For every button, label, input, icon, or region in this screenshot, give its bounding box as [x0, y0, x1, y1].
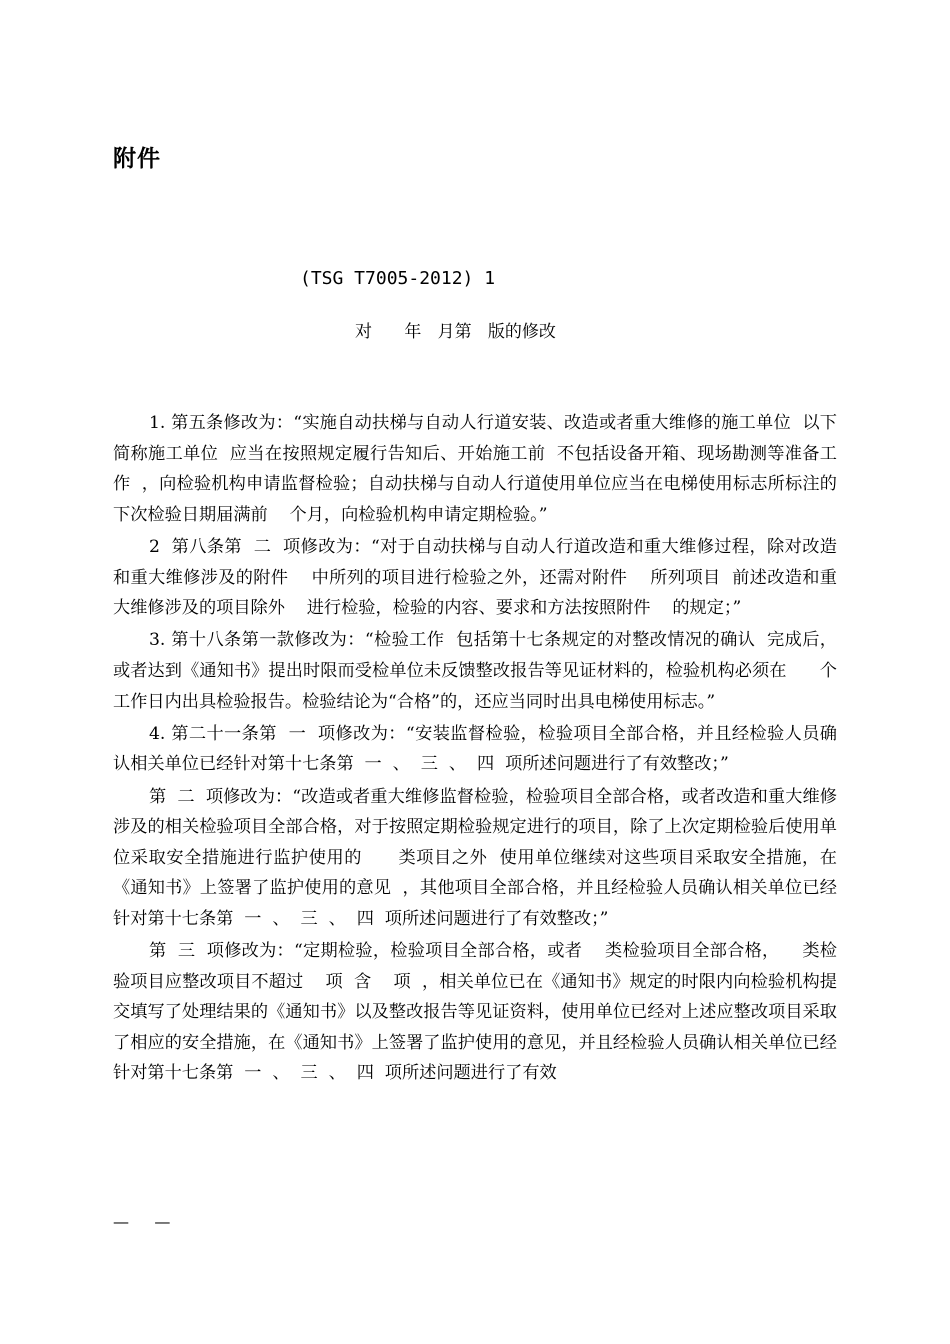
- paragraph: 4. 第二十一条第 一 项修改为：“安装监督检验，检验项目全部合格，并且经检验人员确认相关单位已经针对第十七条第 一 、 三 、 四 项所述问题进行了有效整改；”: [113, 723, 837, 775]
- document-code: (TSG T7005-2012) 1: [300, 268, 496, 289]
- paragraph: 3. 第十八条第一款修改为：“检验工作 包括第十七条规定的对整改情况的确认 完成后，或者达到《通知书》提出时限而受检单位未反馈整改报告等见证材料的，检验机构必须在 个工作日内出具检验报告。检验结论为“合格”的，还应当同时出具电梯使用标志。”: [113, 630, 837, 712]
- paragraph: 1. 第五条修改为：“实施自动扶梯与自动人行道安装、改造或者重大维修的施工单位 以下简称施工单位 应当在按照规定履行告知后、开始施工前 不包括设备开箱、现场勘测等准备工作 ，向检验机构申请监督检验；自动扶梯与自动人行道使用单位应当在电梯使用标志所标注的下次检验日期届满前 个月，向检验机构申请定期检验。”: [113, 413, 837, 525]
- attachment-label: 附件: [113, 146, 161, 172]
- revision-line: 对 年 月第 版的修改: [355, 322, 556, 342]
- paragraph: 第 三 项修改为：“定期检验，检验项目全部合格，或者 类检验项目全部合格， 类检验项目应整改项目不超过 项 含 项 ，相关单位已在《通知书》规定的时限内向检验机构提交填写了处理结果的《通知书》以及整改报告等见证资料，使用单位已经对上述应整改项目采取了相应的安全措施，在《通知书》上签署了监护使用的意见，并且经检验人员确认相关单位已经针对第十七条第 一 、 三 、 四 项所述问题进行了有效: [113, 941, 837, 1084]
- paragraph: 2 第八条第 二 项修改为：“对于自动扶梯与自动人行道改造和重大维修过程，除对改造和重大维修涉及的附件 中所列的项目进行检验之外，还需对附件 所列项目 前述改造和重大维修涉及的项目除外 进行检验，检验的内容、要求和方法按照附件 的规定；”: [113, 536, 837, 619]
- paragraph: 第 二 项修改为：“改造或者重大维修监督检验，检验项目全部合格，或者改造和重大维修涉及的相关检验项目全部合格，对于按照定期检验规定进行的项目，除了上次定期检验后使用单位采取安全措施进行监护使用的 类项目之外 使用单位继续对这些项目采取安全措施，在《通知书》上签署了监护使用的意见 ，其他项目全部合格，并且经检验人员确认相关单位已经针对第十七条第 一 、 三 、 四 项所述问题进行了有效整改；”: [113, 786, 837, 929]
- document-body: [113, 408, 837, 1091]
- page-footer: — —: [113, 1212, 171, 1231]
